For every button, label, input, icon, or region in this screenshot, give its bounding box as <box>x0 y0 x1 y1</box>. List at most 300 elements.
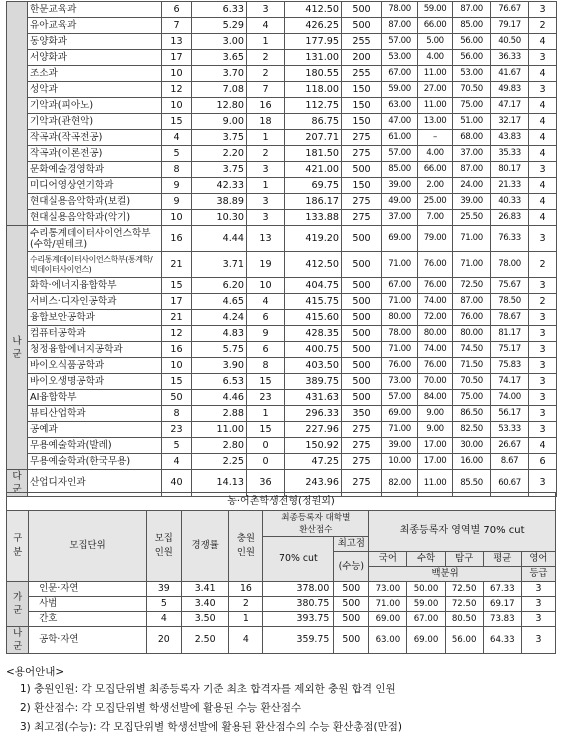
value-cell: 1 <box>247 406 285 422</box>
value-cell: 275 <box>342 146 382 162</box>
value-cell: 3 <box>247 162 285 178</box>
value-cell: 500 <box>342 278 382 294</box>
value-cell: 64.33 <box>483 627 521 654</box>
value-cell: 2.00 <box>418 178 453 194</box>
header-percentile: 백분위 <box>369 567 522 582</box>
value-cell: 13 <box>162 34 192 50</box>
value-cell: 2 <box>229 597 263 612</box>
value-cell: 181.50 <box>285 146 342 162</box>
value-cell: 87.00 <box>453 162 491 178</box>
value-cell: 40.50 <box>491 34 529 50</box>
value-cell: 378.00 <box>263 582 334 597</box>
value-cell: 17 <box>162 294 192 310</box>
value-cell: 6.20 <box>192 278 247 294</box>
value-cell: 74.17 <box>491 374 529 390</box>
value-cell: 56.00 <box>453 34 491 50</box>
value-cell: 3.00 <box>192 34 247 50</box>
header-area-group: 최종등록자 영역별 70% cut <box>369 511 556 552</box>
value-cell: 3 <box>529 374 557 390</box>
value-cell: 16 <box>247 98 285 114</box>
value-cell: 80.50 <box>445 612 483 627</box>
value-cell: 85.00 <box>382 162 418 178</box>
value-cell: 4 <box>529 210 557 226</box>
unit-name-cell: 미디어영상연기학과 <box>28 178 162 194</box>
value-cell: 69.00 <box>407 627 445 654</box>
unit-name-cell: 무용예술학과(한국무용) <box>28 454 162 470</box>
value-cell: 86.75 <box>285 114 342 130</box>
table-row <box>7 612 556 627</box>
value-cell: 26.83 <box>491 210 529 226</box>
table-row <box>7 210 557 226</box>
value-cell: 133.88 <box>285 210 342 226</box>
value-cell: 112.75 <box>285 98 342 114</box>
unit-name-cell: 뷰티산업학과 <box>28 406 162 422</box>
table-row <box>7 326 557 342</box>
value-cell: 3.50 <box>181 612 229 627</box>
unit-name-cell: 서양화과 <box>28 50 162 66</box>
value-cell: 60.67 <box>491 470 529 497</box>
value-cell: 2 <box>529 18 557 34</box>
value-cell: 78.50 <box>491 294 529 310</box>
value-cell: 75.83 <box>491 358 529 374</box>
value-cell: 72.50 <box>445 597 483 612</box>
header-quota: 모집 인원 <box>146 511 181 582</box>
value-cell: 71.00 <box>382 342 418 358</box>
unit-name-cell: 한문교육과 <box>28 2 162 18</box>
value-cell: 76.33 <box>491 226 529 252</box>
value-cell: 57.00 <box>382 146 418 162</box>
value-cell: 49.83 <box>491 82 529 98</box>
value-cell: 17.00 <box>418 438 453 454</box>
table-row <box>7 454 557 470</box>
value-cell: 5.00 <box>418 34 453 50</box>
value-cell: 8 <box>162 162 192 178</box>
value-cell: 78.00 <box>491 252 529 278</box>
table-row <box>7 114 557 130</box>
unit-name-cell: 현대실용음악학과(보컬) <box>28 194 162 210</box>
value-cell: 37.00 <box>453 146 491 162</box>
value-cell: 500 <box>334 582 369 597</box>
table-row <box>7 582 556 597</box>
value-cell: 47.25 <box>285 454 342 470</box>
table-row <box>7 406 557 422</box>
value-cell: 415.75 <box>285 294 342 310</box>
value-cell: 412.50 <box>285 2 342 18</box>
value-cell: 3 <box>247 194 285 210</box>
unit-name-cell: 기악과(관현악) <box>28 114 162 130</box>
value-cell: 39.00 <box>382 438 418 454</box>
value-cell: 186.17 <box>285 194 342 210</box>
value-cell: 16.00 <box>453 454 491 470</box>
value-cell: 4 <box>229 627 263 654</box>
value-cell: 4 <box>162 130 192 146</box>
value-cell: 71.00 <box>382 294 418 310</box>
value-cell: 150 <box>342 114 382 130</box>
table-row <box>7 358 557 374</box>
value-cell: 69.00 <box>382 406 418 422</box>
note-item: 3) 최고점(수능): 각 모집단위별 학생선발에 활용된 환산점수의 수능 환산총점(만점) <box>20 721 402 733</box>
value-cell: 15 <box>247 422 285 438</box>
value-cell: 200 <box>342 50 382 66</box>
value-cell: 15 <box>162 374 192 390</box>
value-cell: 70.50 <box>453 374 491 390</box>
value-cell: 71.00 <box>453 226 491 252</box>
value-cell: 50.00 <box>407 582 445 597</box>
value-cell: 5.75 <box>192 342 247 358</box>
header-gubun: 구 분 <box>7 511 29 582</box>
value-cell: 255 <box>342 66 382 82</box>
value-cell: 75.00 <box>453 98 491 114</box>
value-cell: 69.00 <box>382 226 418 252</box>
value-cell: 87.00 <box>453 2 491 18</box>
value-cell: 10 <box>162 210 192 226</box>
value-cell: 500 <box>342 358 382 374</box>
table-row <box>7 374 557 390</box>
value-cell: 275 <box>342 454 382 470</box>
value-cell: 86.50 <box>453 406 491 422</box>
value-cell: 36.33 <box>491 50 529 66</box>
value-cell: 5.29 <box>192 18 247 34</box>
value-cell: 32.17 <box>491 114 529 130</box>
value-cell: 6 <box>529 454 557 470</box>
value-cell: 500 <box>342 18 382 34</box>
value-cell: 4 <box>529 194 557 210</box>
unit-name-cell: 공학·자연 <box>29 627 147 654</box>
value-cell: 6.53 <box>192 374 247 390</box>
value-cell: 150 <box>342 82 382 98</box>
value-cell: 500 <box>342 326 382 342</box>
unit-name-cell: 컴퓨터공학과 <box>28 326 162 342</box>
value-cell: 81.17 <box>491 326 529 342</box>
value-cell: 80.00 <box>382 310 418 326</box>
table-row <box>7 178 557 194</box>
value-cell: 56.17 <box>491 406 529 422</box>
value-cell: 4 <box>529 146 557 162</box>
value-cell: 3 <box>521 582 555 597</box>
value-cell: 82.00 <box>382 470 418 497</box>
header-max-sub: (수능) <box>334 552 369 582</box>
value-cell: 380.75 <box>263 597 334 612</box>
value-cell: 3 <box>247 2 285 18</box>
value-cell: 275 <box>342 210 382 226</box>
value-cell: 4 <box>529 438 557 454</box>
value-cell: 3 <box>529 326 557 342</box>
table-row <box>7 226 557 252</box>
admission-results-body <box>7 2 557 497</box>
value-cell: 359.75 <box>263 627 334 654</box>
group-label-ga: 가 군 <box>7 582 29 627</box>
value-cell: 421.00 <box>285 162 342 178</box>
value-cell: 431.63 <box>285 390 342 406</box>
value-cell: 1 <box>247 178 285 194</box>
value-cell: 5 <box>162 438 192 454</box>
value-cell: 85.50 <box>453 470 491 497</box>
value-cell: 15 <box>162 278 192 294</box>
group-cell <box>7 2 28 226</box>
value-cell: 59.00 <box>418 2 453 18</box>
value-cell: 9 <box>162 178 192 194</box>
unit-name-cell: 수리통계데이터사이언스학부(통계학/빅데이터사이언스) <box>28 252 162 278</box>
value-cell: 3.65 <box>192 50 247 66</box>
table-row <box>7 438 557 454</box>
value-cell: 2.88 <box>192 406 247 422</box>
value-cell: 74.50 <box>453 342 491 358</box>
value-cell: 404.75 <box>285 278 342 294</box>
value-cell: 10 <box>247 278 285 294</box>
value-cell: 24.00 <box>453 178 491 194</box>
value-cell: 73.00 <box>382 374 418 390</box>
value-cell: 2.25 <box>192 454 247 470</box>
value-cell: 10 <box>162 358 192 374</box>
header-unit: 모집단위 <box>29 511 147 582</box>
value-cell: 78.00 <box>382 326 418 342</box>
value-cell: 10 <box>162 66 192 82</box>
value-cell: 3 <box>529 2 557 18</box>
value-cell: 72.50 <box>445 582 483 597</box>
table-row <box>7 627 556 654</box>
value-cell: 3 <box>521 627 555 654</box>
unit-name-cell: 현대실용음악학과(악기) <box>28 210 162 226</box>
group-label-na: 나 군 <box>7 627 29 654</box>
unit-name-cell: 간호 <box>29 612 147 627</box>
value-cell: 500 <box>342 310 382 326</box>
value-cell: 3 <box>529 50 557 66</box>
table-row <box>7 2 557 18</box>
value-cell: 73.00 <box>369 582 407 597</box>
value-cell: 500 <box>342 390 382 406</box>
value-cell: 67.33 <box>483 582 521 597</box>
value-cell: 57.00 <box>382 34 418 50</box>
table-row <box>7 252 557 278</box>
value-cell: 47.17 <box>491 98 529 114</box>
value-cell: 37.00 <box>382 210 418 226</box>
unit-name-cell: 조소과 <box>28 66 162 82</box>
value-cell: 4.83 <box>192 326 247 342</box>
unit-name-cell: 성악과 <box>28 82 162 98</box>
table-row <box>7 194 557 210</box>
value-cell: 76.00 <box>418 278 453 294</box>
unit-name-cell: 바이오생명공학과 <box>28 374 162 390</box>
value-cell: 10.30 <box>192 210 247 226</box>
value-cell: 59.00 <box>382 82 418 98</box>
value-cell: 500 <box>342 226 382 252</box>
table-row <box>7 34 557 50</box>
value-cell: 74.00 <box>418 294 453 310</box>
value-cell: 8 <box>162 406 192 422</box>
value-cell: 11.00 <box>192 422 247 438</box>
unit-name-cell: 유아교육과 <box>28 18 162 34</box>
value-cell: 40.33 <box>491 194 529 210</box>
value-cell: 53.00 <box>453 66 491 82</box>
value-cell: 12 <box>162 82 192 98</box>
value-cell: 275 <box>342 194 382 210</box>
value-cell: 80.00 <box>453 326 491 342</box>
value-cell: 3 <box>529 226 557 252</box>
value-cell: 415.60 <box>285 310 342 326</box>
value-cell: 76.67 <box>491 2 529 18</box>
value-cell: 80.17 <box>491 162 529 178</box>
value-cell: 9.00 <box>418 406 453 422</box>
value-cell: 428.35 <box>285 326 342 342</box>
unit-name-cell: 기악과(피아노) <box>28 98 162 114</box>
value-cell: 39.00 <box>382 178 418 194</box>
value-cell: 78.00 <box>382 2 418 18</box>
value-cell: 85.00 <box>453 18 491 34</box>
value-cell: 67.00 <box>407 612 445 627</box>
value-cell: 227.96 <box>285 422 342 438</box>
value-cell: 79.17 <box>491 18 529 34</box>
header-avg: 평균 <box>483 552 521 567</box>
value-cell: 74.00 <box>418 342 453 358</box>
value-cell: 75.67 <box>491 278 529 294</box>
header-score-group: 최종등록자 대학별 환산점수 <box>263 511 369 537</box>
table-row <box>7 342 557 358</box>
value-cell: 67.00 <box>382 278 418 294</box>
unit-name-cell: 공예과 <box>28 422 162 438</box>
value-cell: 389.75 <box>285 374 342 390</box>
value-cell: 4 <box>529 34 557 50</box>
value-cell: 1 <box>247 130 285 146</box>
header-math: 수학 <box>407 552 445 567</box>
value-cell: 70.50 <box>453 82 491 98</box>
value-cell: 3 <box>521 612 555 627</box>
value-cell: 3.71 <box>192 252 247 278</box>
unit-name-cell: 작곡과(작곡전공) <box>28 130 162 146</box>
value-cell: 75.17 <box>491 342 529 358</box>
header-eng: 영어 <box>521 552 555 567</box>
value-cell: 3 <box>529 406 557 422</box>
value-cell: 56.00 <box>445 627 483 654</box>
value-cell: 18 <box>247 114 285 130</box>
value-cell: 69.17 <box>483 597 521 612</box>
value-cell: 2 <box>529 252 557 278</box>
value-cell: 3.70 <box>192 66 247 82</box>
header-extra: 충원 인원 <box>229 511 263 582</box>
value-cell: 11.00 <box>418 98 453 114</box>
value-cell: 42.33 <box>192 178 247 194</box>
value-cell: 275 <box>342 470 382 497</box>
value-cell: 0 <box>247 454 285 470</box>
value-cell: 400.75 <box>285 342 342 358</box>
value-cell: 3 <box>529 162 557 178</box>
group-label-da: 다 군 <box>7 470 28 497</box>
table-row <box>7 82 557 98</box>
unit-name-cell: 문화예술경영학과 <box>28 162 162 178</box>
value-cell: 25.50 <box>453 210 491 226</box>
table-row <box>7 597 556 612</box>
value-cell: 35.33 <box>491 146 529 162</box>
value-cell: 71.00 <box>369 597 407 612</box>
value-cell: 5 <box>146 597 181 612</box>
value-cell: 17.00 <box>418 454 453 470</box>
value-cell: 403.50 <box>285 358 342 374</box>
value-cell: 2.50 <box>181 627 229 654</box>
value-cell: 6.33 <box>192 2 247 18</box>
value-cell: 296.33 <box>285 406 342 422</box>
value-cell: 7 <box>162 18 192 34</box>
value-cell: – <box>418 130 453 146</box>
value-cell: 39 <box>146 582 181 597</box>
table-row <box>7 18 557 34</box>
value-cell: 7.08 <box>192 82 247 98</box>
value-cell: 76.00 <box>453 310 491 326</box>
value-cell: 53.00 <box>382 50 418 66</box>
value-cell: 87.00 <box>382 18 418 34</box>
value-cell: 4 <box>247 18 285 34</box>
table-row <box>7 66 557 82</box>
value-cell: 76.00 <box>382 358 418 374</box>
value-cell: 15 <box>247 374 285 390</box>
value-cell: 9.00 <box>418 422 453 438</box>
rural-table-title: 농·어촌학생전형(정원외) <box>7 493 556 511</box>
table-row <box>7 130 557 146</box>
value-cell: 3 <box>529 310 557 326</box>
value-cell: 8.67 <box>491 454 529 470</box>
value-cell: 63.00 <box>382 98 418 114</box>
value-cell: 20 <box>146 627 181 654</box>
value-cell: 255 <box>342 34 382 50</box>
value-cell: 3.40 <box>181 597 229 612</box>
value-cell: 8 <box>247 358 285 374</box>
value-cell: 393.75 <box>263 612 334 627</box>
value-cell: 5 <box>162 146 192 162</box>
value-cell: 275 <box>342 438 382 454</box>
table-row <box>7 390 557 406</box>
unit-name-cell: 서비스·디자인공학과 <box>28 294 162 310</box>
value-cell: 4 <box>162 454 192 470</box>
value-cell: 7 <box>247 82 285 98</box>
value-cell: 131.00 <box>285 50 342 66</box>
value-cell: 10.00 <box>382 454 418 470</box>
value-cell: 4.65 <box>192 294 247 310</box>
value-cell: 3.75 <box>192 162 247 178</box>
value-cell: 26.67 <box>491 438 529 454</box>
value-cell: 19 <box>247 252 285 278</box>
value-cell: 11.00 <box>418 470 453 497</box>
value-cell: 27.00 <box>418 82 453 98</box>
value-cell: 66.00 <box>418 162 453 178</box>
value-cell: 9.00 <box>192 114 247 130</box>
unit-name-cell: 바이오식품공학과 <box>28 358 162 374</box>
value-cell: 3 <box>529 278 557 294</box>
value-cell: 14.13 <box>192 470 247 497</box>
value-cell: 21.33 <box>491 178 529 194</box>
value-cell: 275 <box>342 422 382 438</box>
value-cell: 74.00 <box>491 390 529 406</box>
admission-results-table <box>6 1 557 497</box>
value-cell: 16 <box>162 342 192 358</box>
value-cell: 79.00 <box>418 226 453 252</box>
value-cell: 11.00 <box>418 66 453 82</box>
value-cell: 59.00 <box>407 597 445 612</box>
value-cell: 4 <box>529 178 557 194</box>
value-cell: 49.00 <box>382 194 418 210</box>
value-cell: 23 <box>162 422 192 438</box>
value-cell: 4 <box>247 294 285 310</box>
value-cell: 9 <box>247 326 285 342</box>
value-cell: 150.92 <box>285 438 342 454</box>
header-cut70: 70% cut <box>263 537 334 582</box>
value-cell: 2.80 <box>192 438 247 454</box>
value-cell: 63.00 <box>369 627 407 654</box>
unit-name-cell: 청정융합에너지공학과 <box>28 342 162 358</box>
value-cell: 3 <box>529 390 557 406</box>
value-cell: 500 <box>334 612 369 627</box>
value-cell: 16 <box>229 582 263 597</box>
value-cell: 82.50 <box>453 422 491 438</box>
value-cell: 350 <box>342 406 382 422</box>
value-cell: 3 <box>521 597 555 612</box>
